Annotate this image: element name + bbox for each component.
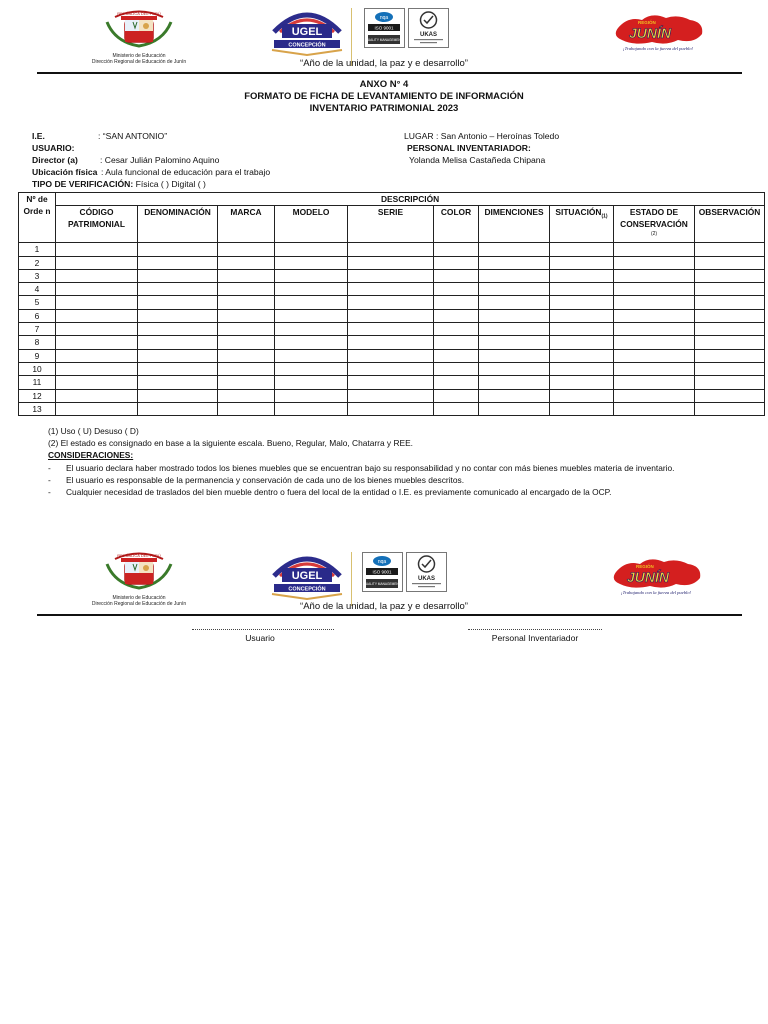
ugel-logo [268, 550, 346, 600]
iso-text: ISO 9001 [372, 569, 392, 575]
table-row [19, 309, 765, 322]
junin-map-icon [608, 10, 708, 54]
col-observacion: OBSERVACIÓN [695, 206, 765, 243]
tipo-verificacion: TIPO DE VERIFICACIÓN: Física ( ) Digital ( ) [32, 179, 206, 189]
table-row [19, 389, 765, 402]
table-cell[interactable] [614, 243, 695, 256]
descripcion-header: DESCRIPCIÓN [56, 193, 765, 206]
table-cell[interactable] [695, 256, 765, 269]
table-cell[interactable] [218, 402, 275, 415]
table-cell[interactable] [479, 336, 550, 349]
form-title: FORMATO DE FICHA DE LEVANTAMIENTO DE INFORMACIÓN [244, 91, 524, 102]
table-cell[interactable] [138, 296, 218, 309]
table-cell[interactable] [434, 269, 479, 282]
table-cell[interactable] [695, 296, 765, 309]
annex-number: ANXO N° 4 [359, 79, 409, 90]
table-row [19, 349, 765, 362]
table-cell[interactable] [614, 323, 695, 336]
table-cell[interactable] [275, 323, 348, 336]
table-cell[interactable] [138, 269, 218, 282]
table-cell[interactable] [434, 376, 479, 389]
nqa-text: nqa [379, 15, 389, 21]
row-number: 2 [19, 256, 56, 269]
row-number: 6 [19, 309, 56, 322]
table-cell[interactable] [479, 323, 550, 336]
table-cell[interactable] [550, 323, 614, 336]
table-row [19, 336, 765, 349]
ugel-text: UGEL [291, 26, 323, 38]
junin-main-text: JUNÍN [628, 25, 672, 41]
table-cell[interactable] [695, 402, 765, 415]
table-cell[interactable] [479, 256, 550, 269]
table-cell[interactable] [479, 362, 550, 375]
col-serie: SERIE [348, 206, 434, 243]
table-cell[interactable] [218, 376, 275, 389]
table-cell[interactable] [56, 349, 138, 362]
table-cell[interactable] [434, 256, 479, 269]
col-dimensiones: DIMENCIONES [479, 206, 550, 243]
junin-slogan-text: ¡Trabajando con la fuerza del pueblo! [622, 46, 694, 51]
table-cell[interactable] [56, 376, 138, 389]
personal-label: PERSONAL INVENTARIADOR: [407, 143, 531, 153]
table-cell[interactable] [434, 283, 479, 296]
col-estado: ESTADO DE CONSERVACIÓN (2) [614, 206, 695, 243]
table-row [19, 243, 765, 256]
considerations-title: CONSIDERACIONES: [48, 450, 134, 460]
table-cell[interactable] [56, 309, 138, 322]
table-cell[interactable] [550, 269, 614, 282]
table-cell[interactable] [218, 309, 275, 322]
ugel-emblem-icon [268, 6, 346, 56]
table-cell[interactable] [479, 349, 550, 362]
table-cell[interactable] [218, 323, 275, 336]
consideration-item: - El usuario declara haber mostrado todos los bienes muebles que se encuentran bajo su responsabilidad y no contar con más bienes muebles materia de inventario. [48, 463, 675, 473]
table-cell[interactable] [434, 309, 479, 322]
table-cell[interactable] [695, 269, 765, 282]
note-2: (2) El estado es consignado en base a la siguiente escala. Bueno, Regular, Malo, Chatarra y REE. [48, 438, 413, 448]
junin-region-logo [608, 10, 708, 54]
junin-slogan-text: ¡Trabajando con la fuerza del pueblo! [620, 590, 692, 595]
table-cell[interactable] [614, 336, 695, 349]
table-cell[interactable] [348, 256, 434, 269]
table-cell[interactable] [275, 349, 348, 362]
personal-value: Yolanda Melisa Castañeda Chipana [409, 155, 546, 165]
col-denominacion: DENOMINACIÓN [138, 206, 218, 243]
table-cell[interactable] [614, 402, 695, 415]
ugel-text: UGEL [291, 570, 323, 582]
table-cell[interactable] [275, 362, 348, 375]
ukas-text: UKAS [419, 32, 438, 38]
table-cell[interactable] [479, 243, 550, 256]
iso-certification-logo [362, 552, 448, 592]
table-cell[interactable] [56, 283, 138, 296]
table-row [19, 402, 765, 415]
note-1: (1) Uso ( U) Desuso ( D) [48, 426, 139, 436]
table-cell[interactable] [614, 269, 695, 282]
table-cell[interactable] [275, 389, 348, 402]
table-cell[interactable] [348, 389, 434, 402]
table-cell[interactable] [275, 256, 348, 269]
table-cell[interactable] [695, 336, 765, 349]
minedu-top-text: REPÚBLICA DEL PERÚ [117, 553, 161, 558]
consideration-item: - El usuario es responsable de la permanencia y conservación de cada uno de los bienes muebles descritos. [48, 475, 465, 485]
table-cell[interactable] [275, 376, 348, 389]
table-cell[interactable] [479, 296, 550, 309]
consideration-item: - Cualquier necesidad de traslados del bien mueble dentro o fuera del local de la entidad o I.E. es previamente comunicado al encargado de la OCP. [48, 487, 612, 497]
table-cell[interactable] [550, 336, 614, 349]
table-cell[interactable] [695, 283, 765, 296]
table-cell[interactable] [434, 402, 479, 415]
ie-label: I.E. [32, 131, 45, 141]
header-rule-top [37, 72, 742, 74]
table-cell[interactable] [614, 256, 695, 269]
table-cell[interactable] [695, 389, 765, 402]
table-row [19, 296, 765, 309]
table-cell[interactable] [614, 362, 695, 375]
table-cell[interactable] [614, 309, 695, 322]
minedu-logo [85, 8, 193, 65]
ugel-emblem-icon [268, 550, 346, 600]
table-cell[interactable] [550, 389, 614, 402]
nqa-text: nqa [377, 559, 387, 565]
table-cell[interactable] [218, 296, 275, 309]
row-number: 12 [19, 389, 56, 402]
table-cell[interactable] [550, 362, 614, 375]
signature-label-usuario: Usuario [245, 633, 275, 643]
iso-certification-logo [364, 8, 450, 48]
table-cell[interactable] [275, 402, 348, 415]
table-cell[interactable] [138, 349, 218, 362]
table-cell[interactable] [348, 362, 434, 375]
table-cell[interactable] [138, 336, 218, 349]
table-cell[interactable] [138, 362, 218, 375]
table-cell[interactable] [348, 283, 434, 296]
table-cell[interactable] [138, 243, 218, 256]
qm-text: QUALITY MANAGEMENT [365, 38, 403, 42]
table-cell[interactable] [695, 376, 765, 389]
table-cell[interactable] [550, 309, 614, 322]
table-cell[interactable] [275, 269, 348, 282]
form-subtitle: INVENTARIO PATRIMONIAL 2023 [309, 103, 459, 114]
table-cell[interactable] [348, 349, 434, 362]
table-cell[interactable] [550, 349, 614, 362]
minedu-line1: Ministerio de Educación [112, 53, 166, 59]
table-cell[interactable] [550, 243, 614, 256]
table-cell[interactable] [550, 376, 614, 389]
table-cell[interactable] [695, 243, 765, 256]
table-cell[interactable] [218, 349, 275, 362]
header-divider [351, 552, 352, 606]
table-cell[interactable] [348, 309, 434, 322]
table-cell[interactable] [275, 296, 348, 309]
order-header: Nº de Orde n [19, 193, 56, 243]
table-cell[interactable] [434, 296, 479, 309]
table-cell[interactable] [275, 309, 348, 322]
table-cell[interactable] [218, 256, 275, 269]
table-cell[interactable] [434, 349, 479, 362]
table-row [19, 283, 765, 296]
table-cell[interactable] [550, 402, 614, 415]
table-cell[interactable] [218, 389, 275, 402]
table-cell[interactable] [695, 362, 765, 375]
table-cell[interactable] [275, 243, 348, 256]
row-number: 3 [19, 269, 56, 282]
row-number: 4 [19, 283, 56, 296]
table-cell[interactable] [348, 402, 434, 415]
table-cell[interactable] [614, 389, 695, 402]
header-rule-bottom [37, 614, 742, 616]
table-cell[interactable] [348, 376, 434, 389]
table-cell[interactable] [56, 362, 138, 375]
motto-top: “Año de la unidad, la paz y e desarrollo” [300, 58, 468, 69]
table-cell[interactable] [348, 243, 434, 256]
table-cell[interactable] [479, 269, 550, 282]
table-cell[interactable] [434, 336, 479, 349]
junin-top-text: REGIÓN [638, 20, 656, 25]
ubicacion-label: Ubicación física [32, 167, 98, 177]
table-cell[interactable] [56, 296, 138, 309]
table-cell[interactable] [138, 389, 218, 402]
signature-line-personal [468, 629, 602, 630]
director-label: Director (a) [32, 155, 78, 165]
table-cell[interactable] [56, 323, 138, 336]
ukas-text: UKAS [417, 576, 436, 582]
table-cell[interactable] [56, 336, 138, 349]
qm-text: QUALITY MANAGEMENT [363, 582, 401, 586]
row-number: 10 [19, 362, 56, 375]
table-cell[interactable] [479, 402, 550, 415]
col-marca: MARCA [218, 206, 275, 243]
ubicacion-value: : Aula funcional de educación para el trabajo [101, 167, 271, 177]
signature-label-personal: Personal Inventariador [491, 633, 579, 643]
minedu-line2: Dirección Regional de Educación de Junín [91, 601, 187, 607]
minedu-line1: Ministerio de Educación [112, 595, 166, 601]
table-cell[interactable] [434, 389, 479, 402]
table-cell[interactable] [614, 296, 695, 309]
table-cell[interactable] [56, 402, 138, 415]
ugel-sub-text: CONCEPCIÓN [288, 42, 326, 49]
row-number: 11 [19, 376, 56, 389]
minedu-top-text: REPÚBLICA DEL PERÚ [117, 11, 161, 16]
ugel-sub-text: CONCEPCIÓN [288, 586, 326, 593]
table-cell[interactable] [614, 283, 695, 296]
signature-line-usuario [192, 629, 334, 630]
table-cell[interactable] [218, 269, 275, 282]
table-cell[interactable] [56, 389, 138, 402]
peru-coat-of-arms-icon [85, 550, 193, 590]
row-number: 13 [19, 402, 56, 415]
peru-coat-of-arms-icon [85, 8, 193, 48]
minedu-logo [85, 550, 193, 607]
lugar-value: LUGAR : San Antonio – Heroínas Toledo [404, 131, 560, 141]
table-cell[interactable] [348, 323, 434, 336]
table-row [19, 376, 765, 389]
table-cell[interactable] [275, 283, 348, 296]
table-cell[interactable] [218, 362, 275, 375]
table-cell[interactable] [614, 376, 695, 389]
col-codigo: CÓDIGO PATRIMONIAL [56, 206, 138, 243]
junin-top-text: REGIÓN [636, 564, 654, 569]
row-number: 1 [19, 243, 56, 256]
table-cell[interactable] [695, 309, 765, 322]
col-situacion: $SITUACIÓN_{(1)}$ [550, 206, 614, 243]
table-cell[interactable] [138, 256, 218, 269]
table-cell[interactable] [138, 309, 218, 322]
table-cell[interactable] [218, 336, 275, 349]
table-cell[interactable] [56, 269, 138, 282]
director-value: : Cesar Julián Palomino Aquino [100, 155, 220, 165]
table-cell[interactable] [56, 243, 138, 256]
table-cell[interactable] [348, 296, 434, 309]
table-cell[interactable] [218, 283, 275, 296]
junin-region-logo [606, 554, 706, 598]
table-row [19, 323, 765, 336]
table-cell[interactable] [479, 283, 550, 296]
table-row [19, 256, 765, 269]
certification-badges-icon [364, 8, 450, 48]
row-number: 5 [19, 296, 56, 309]
inventory-table [18, 192, 765, 416]
usuario-label: USUARIO: [32, 143, 75, 153]
table-cell[interactable] [550, 256, 614, 269]
table-cell[interactable] [56, 256, 138, 269]
col-modelo: MODELO [275, 206, 348, 243]
table-cell[interactable] [434, 362, 479, 375]
table-cell[interactable] [138, 402, 218, 415]
table-cell[interactable] [434, 243, 479, 256]
iso-text: ISO 9001 [374, 25, 394, 31]
motto-bottom: “Año de la unidad, la paz y e desarrollo” [300, 601, 468, 612]
table-cell[interactable] [348, 336, 434, 349]
row-number: 9 [19, 349, 56, 362]
table-cell[interactable] [348, 269, 434, 282]
table-cell[interactable] [138, 323, 218, 336]
table-cell[interactable] [695, 323, 765, 336]
table-row [19, 362, 765, 375]
table-cell[interactable] [479, 389, 550, 402]
table-cell[interactable] [275, 336, 348, 349]
certification-badges-icon [362, 552, 448, 592]
table-cell[interactable] [550, 283, 614, 296]
junin-main-text: JUNÍN [626, 569, 670, 585]
table-cell[interactable] [138, 376, 218, 389]
junin-map-icon [606, 554, 706, 598]
table-cell[interactable] [614, 349, 695, 362]
row-number: 8 [19, 336, 56, 349]
table-cell[interactable] [550, 296, 614, 309]
ugel-logo [268, 6, 346, 56]
col-color: COLOR [434, 206, 479, 243]
table-row [19, 269, 765, 282]
table-cell[interactable] [479, 309, 550, 322]
table-cell[interactable] [138, 283, 218, 296]
table-cell[interactable] [218, 243, 275, 256]
minedu-line2: Dirección Regional de Educación de Junín [91, 59, 187, 65]
table-cell[interactable] [479, 376, 550, 389]
ie-value: : “SAN ANTONIO” [98, 131, 168, 141]
table-cell[interactable] [695, 349, 765, 362]
row-number: 7 [19, 323, 56, 336]
table-cell[interactable] [434, 323, 479, 336]
